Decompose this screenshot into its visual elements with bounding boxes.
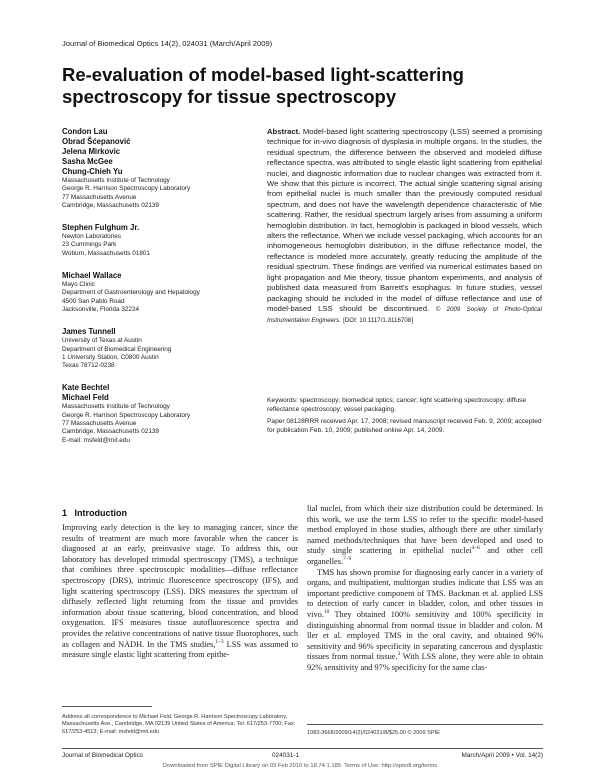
affiliation-line: University of Texas at Austin [62,337,142,345]
section-number: 1 [62,508,68,518]
footer-divider [62,748,543,749]
author-name: Michael Wallace [62,271,122,281]
affiliation-block-ut-austin [62,327,258,370]
issn-divider [307,724,543,725]
author-name: Condon Lau [62,127,108,136]
citation: 4–6 [471,545,480,552]
footnote-divider [62,706,152,707]
affiliation-line: 1 University Station, C0800 Austin [62,353,159,361]
section-title: Introduction [74,508,128,518]
citation: 10 [323,609,330,616]
intro-paragraph [62,523,298,661]
affiliation-line: Cambridge, Massachusetts 02139 [62,428,159,436]
intro-right-column [307,504,543,674]
affiliation-block-mit-1 [62,127,258,210]
author-name: Kate Bechtel [62,383,110,393]
affiliation-block-mit-2 [62,383,258,444]
section-heading [62,508,127,518]
affiliation-line: Cambridge, Massachusetts 02139 [62,201,159,209]
citation: 1–3 [215,638,224,645]
author-name: Sasha McGee [62,157,113,166]
paper-history: Paper 08128RRR received Apr. 17, 2008; revised manuscript received Feb. 9, 2009; accepted for publication Feb. 10, 2009; published online Apr. 14, 2009. [267,418,542,434]
intro-paragraph [307,504,543,568]
affiliation-line: 77 Massachusetts Avenue [62,420,137,428]
text-run: and other cell organelles. [307,546,543,566]
footer-issue: March/April 2009 • Vol. 14(2) [461,752,543,759]
abstract-copyright: © 2009 Society of Photo-Optical Instrumentation Engineers. [267,305,543,325]
citation: 3 [397,651,401,658]
affiliation-line: George R. Harrison Spectroscopy Laboratory [62,185,191,193]
download-notice: Downloaded from SPIE Digital Library on 03 Feb 2010 to 18.74.1.185. Terms of Use: http://spiedl.org/terms [162,763,438,769]
abstract-doi: [DOI: 10.1117/1.3116708] [343,317,413,325]
intro-left-column [62,523,298,661]
text-run: Improving early detection is the key to managing cancer, since the results of treatment are much more favorable when the cancer is diagnosed at an early, preinvasive stage. To address this, our laboratory has developed trimodal spectroscopy (TMS), a technique that combines three spectroscopic modalities—diffuse reflectance spectroscopy (DRS), intrinsic fluorescence spectroscopy (IFS), and light scattering spectroscopy (LSS). DRS measures the spectrum of diffusely reflected light returning from the tissue and provides information about tissue scattering, blood concentration, and blood oxygenation. IFS measures tissue autofluorescence spectra and provides the relative concentrations of native tissue fluorophores, such as collagen and NADH. In the TMS studies, [62,523,298,649]
affiliation-line: 23 Cummings Park [62,241,117,249]
text-run: With LSS alone, they were able to obtain 92% sensitivity and 97% specificity for the same clas- [307,652,543,672]
author-name: Michael Feld [62,393,109,403]
affiliation-line: Department of Biomedical Engineering [62,345,172,353]
abstract [267,127,542,327]
affiliation-line: 4500 San Pablo Road [62,297,125,305]
intro-paragraph [307,568,543,674]
affiliation-line: Department of Gastroenterology and Hepatology [62,289,200,297]
author-affiliations [62,127,258,458]
affiliation-line: 77 Massachusetts Avenue [62,193,137,201]
paper-title: Re-evaluation of model-based light-scattering spectroscopy for tissue spectroscopy [62,64,464,107]
affiliation-line: Massachusetts Institute of Technology [62,403,170,411]
text-run: lial nuclei, from which their size distribution could be determined. In this work, we use the term LSS to refer to the specific model-based method employed in those studies, although there are other similarly named methods/techniques that have been developed and used to study single scattering in epithelial nuclei [307,504,543,556]
affiliation-line: Newton Laboratories [62,233,121,241]
affiliation-line: Jacksonville, Florida 32224 [62,305,140,313]
author-name: James Tunnell [62,327,116,337]
abstract-label: Abstract. [267,127,301,136]
abstract-body: Model-based light scattering spectroscopy (LSS) seemed a promising technique for in-vivo diagnosis of dysplasia in multiple organs. In the studies, the residual spectrum, the difference between the observed and modeled diffuse reflectance spectra, was attributed to single elastic light scattering from epithelial nuclei, and diagnostic information due to nuclear changes was extracted from it. We show that this picture is incorrect. The actual single scattering signal arising from epithelial nuclei is much smaller than the previously computed residual spectrum, and does not have the wavelength dependence characteristic of Mie scattering. Rather, the residual spectrum largely arises from assuming a uniform hemoglobin distribution. In fact, hemoglobin is packaged in blood vessels, which alters the reflectance. When we include vessel packaging, which accounts for an inhomogeneous hemoglobin distribution, in the diffuse reflectance model, the reflectance is modeled more accurately, greatly reducing the amplitude of the residual spectrum. These findings are verified via numerical estimates based on light propagation and Mie theory, tissue phantom experiments, and analysis of published data measured from Barrett's esophagus. In future studies, vessel packaging should be included in the model of diffuse reflectance and use of model-based LSS should be discontinued. [267,127,543,313]
corresponding-email: E-mail: msfeld@mit.edu [62,436,130,444]
author-name: Stephen Fulghum Jr. [62,223,140,233]
author-name: Obrad Šćepanović [62,137,131,146]
text-run: TMS has shown promise for diagnosing early cancer in a variety of organs, and multipatient, multiorgan studies indicate that LSS was an important predictive component of TMS. Backman et al. applied LSS to detection of early cancer in bladder, colon, and other tissues in vivo. [307,567,543,619]
affiliation-line: George R. Harrison Spectroscopy Laboratory [62,411,191,419]
author-name: Chung-Chieh Yu [62,167,123,176]
correspondence-footnote: Address all correspondence to Michael Feld, George R. Harrison Spectroscopy Laboratory, Massachusetts Ave., Cambridge, MA 02139 United States of America; Tel: 617/253-7700; Fax: 617/253-4513; E-mail: msfeld@mit.edu [62,714,296,735]
running-header: Journal of Biomedical Optics 14(2), 024031 (March/April 2009) [62,39,273,48]
affiliation-block-mayo [62,271,258,314]
text-run: They obtained 100% sensitivity and 100% specificity in distinguishing abnormal from normal tissue in bladder and colon. M ller et al. employed TMS in the oral cavity, and obtained 96% sensitivity and 96% specificity in separating cancerous and dysplastic tissues from normal tissue. [307,609,543,662]
affiliation-block-newton [62,223,258,258]
footer-journal: Journal of Biomedical Optics [62,752,143,759]
affiliation-line: Texas 78712-0238 [62,362,115,370]
keywords: Keywords: spectroscopy; biomedical optics; cancer; light scattering spectroscopy; diffuse reflectance spectroscopy; vessel packaging. [267,397,526,413]
footer-article-number: 024031-1 [272,752,300,759]
affiliation-line: Massachusetts Institute of Technology [62,177,170,184]
issn-line: 1083-3668/2009/14(2)/024031/8/$25.00 © 2009 SPIE [307,730,440,736]
affiliation-line: Mayo Clinic [62,281,96,289]
author-name: Jelena Mirkovic [62,147,121,156]
affiliation-line: Woburn, Massachusetts 01801 [62,249,150,257]
citation: 7–9 [343,556,352,563]
text-run: LSS was assumed to measure single elastic light scattering from epithe- [62,639,298,660]
